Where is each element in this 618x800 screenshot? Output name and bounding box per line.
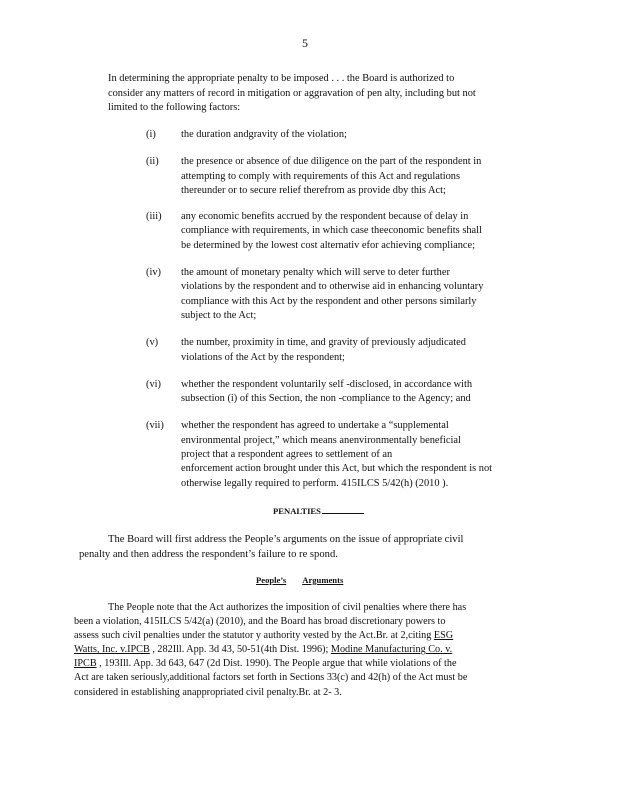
paragraph-line <box>74 657 467 671</box>
paragraph-line: penalty and then address the respondent’s failure to re spond. <box>79 548 338 560</box>
factor-line: attempting to comply with requirements of this Act and regulations <box>181 170 461 182</box>
factor-line: the amount of monetary penalty which will serve to deter further <box>181 267 450 279</box>
factor-number: (iii) <box>146 211 162 223</box>
factor-line: thereunder or to secure relief therefrom as provide dby this Act; <box>181 184 446 196</box>
factor-line: the number, proximity in time, and gravity of previously adjudicated <box>181 337 466 349</box>
factor-line: any economic benefits accrued by the respondent because of delay in <box>181 211 469 223</box>
factor-line: subsection (i) of this Section, the non -compliance to the Agency; and <box>181 393 471 405</box>
paragraph-text: , 282Ill. App. 3d 43, 50-51(4th Dist. 1996); <box>149 644 329 656</box>
factor-line: whether the respondent voluntarily self -disclosed, in accordance with <box>181 378 473 390</box>
paragraph-text: , 193Ill. App. 3d 643, 647 (2d Dist. 1990). The People argue that while violations of the <box>96 658 457 670</box>
section-heading-penalties <box>273 506 364 516</box>
factor-number: (iv) <box>146 267 162 279</box>
case-citation: Watts, Inc. v.IPCB <box>74 644 150 656</box>
factor-line: the duration andgravity of the violation; <box>181 129 347 140</box>
factor-line: the presence or absence of due diligence on the part of the respondent in <box>181 156 482 168</box>
factor-line: be determined by the lowest cost alternativ efor achieving compliance; <box>181 239 476 251</box>
factor-line: enforcement action brought under this Act, but which the respondent is not <box>181 463 493 475</box>
section-heading-peoples-arguments <box>256 575 343 585</box>
paragraph-line: considered in establishing anappropriated civil penalty.Br. at 2- 3. <box>74 686 342 698</box>
paragraph-line: Act are taken seriously,additional factors set forth in Sections 33(c) and 42(h) of the Act must be <box>74 672 468 684</box>
intro-paragraph <box>108 72 538 116</box>
heading-text: PENALTIES <box>273 506 321 516</box>
case-citation: IPCB <box>74 658 97 670</box>
factor-line: otherwise legally required to perform. 415ILCS 5/42(h) (2010 ). <box>181 477 449 489</box>
paragraph-line: The People note that the Act authorizes the imposition of civil penalties where there has <box>108 602 467 613</box>
intro-line: consider any matters of record in mitigation or aggravation of pen alty, including but not <box>108 87 476 99</box>
paragraph-line <box>74 643 467 657</box>
factor-number: (i) <box>146 129 156 140</box>
factor-line: project that a respondent agrees to settlement of an <box>181 449 393 461</box>
paragraph-line <box>74 629 467 643</box>
factor-line: compliance with requirements, in which case theeconomic benefits shall <box>181 225 482 237</box>
case-citation: ESG <box>433 630 454 642</box>
paragraph-line: The Board will first address the People’s arguments on the issue of appropriate civil <box>108 534 464 545</box>
peoples-arguments-paragraph <box>74 601 467 700</box>
factor-number: (vii) <box>146 420 164 432</box>
factor-line: violations of the Act by the respondent; <box>181 351 345 363</box>
factor-item <box>146 266 546 323</box>
factor-number: (v) <box>146 337 159 349</box>
intro-line: limited to the following factors: <box>108 102 241 113</box>
page-number: 5 <box>302 36 308 50</box>
heading-text: People’s <box>256 575 287 585</box>
factor-line: environmental project,” which means anenvironmentally beneficial <box>181 434 461 446</box>
factors-list <box>146 128 546 491</box>
factor-item <box>146 128 546 142</box>
factor-line: whether the respondent has agreed to undertake a “supplemental <box>181 420 449 432</box>
factor-line: compliance with this Act by the respondent and other persons similarly <box>181 295 477 307</box>
factor-number: (vi) <box>146 378 162 390</box>
heading-text: Arguments <box>302 575 344 585</box>
heading-rule <box>322 513 364 514</box>
factor-item <box>146 336 546 365</box>
factor-line: subject to the Act; <box>181 309 257 321</box>
case-citation: Modine Manufacturing Co. v. <box>330 644 453 656</box>
board-paragraph <box>79 533 464 562</box>
paragraph-text: assess such civil penalties under the statutor y authority vested by the Act.Br. at 2,citing <box>74 630 432 642</box>
factor-item <box>146 419 546 490</box>
factor-item <box>146 378 546 407</box>
intro-line: In determining the appropriate penalty to be imposed . . . the Board is authorized to <box>108 73 455 84</box>
factor-item <box>146 155 546 198</box>
factor-number: (ii) <box>146 156 159 168</box>
factor-item <box>146 210 546 253</box>
paragraph-line: been a violation, 415ILCS 5/42(a) (2010), and the Board has broad discretionary powers to <box>74 616 446 628</box>
factor-line: violations by the respondent and to otherwise aid in enhancing voluntary <box>181 281 484 293</box>
